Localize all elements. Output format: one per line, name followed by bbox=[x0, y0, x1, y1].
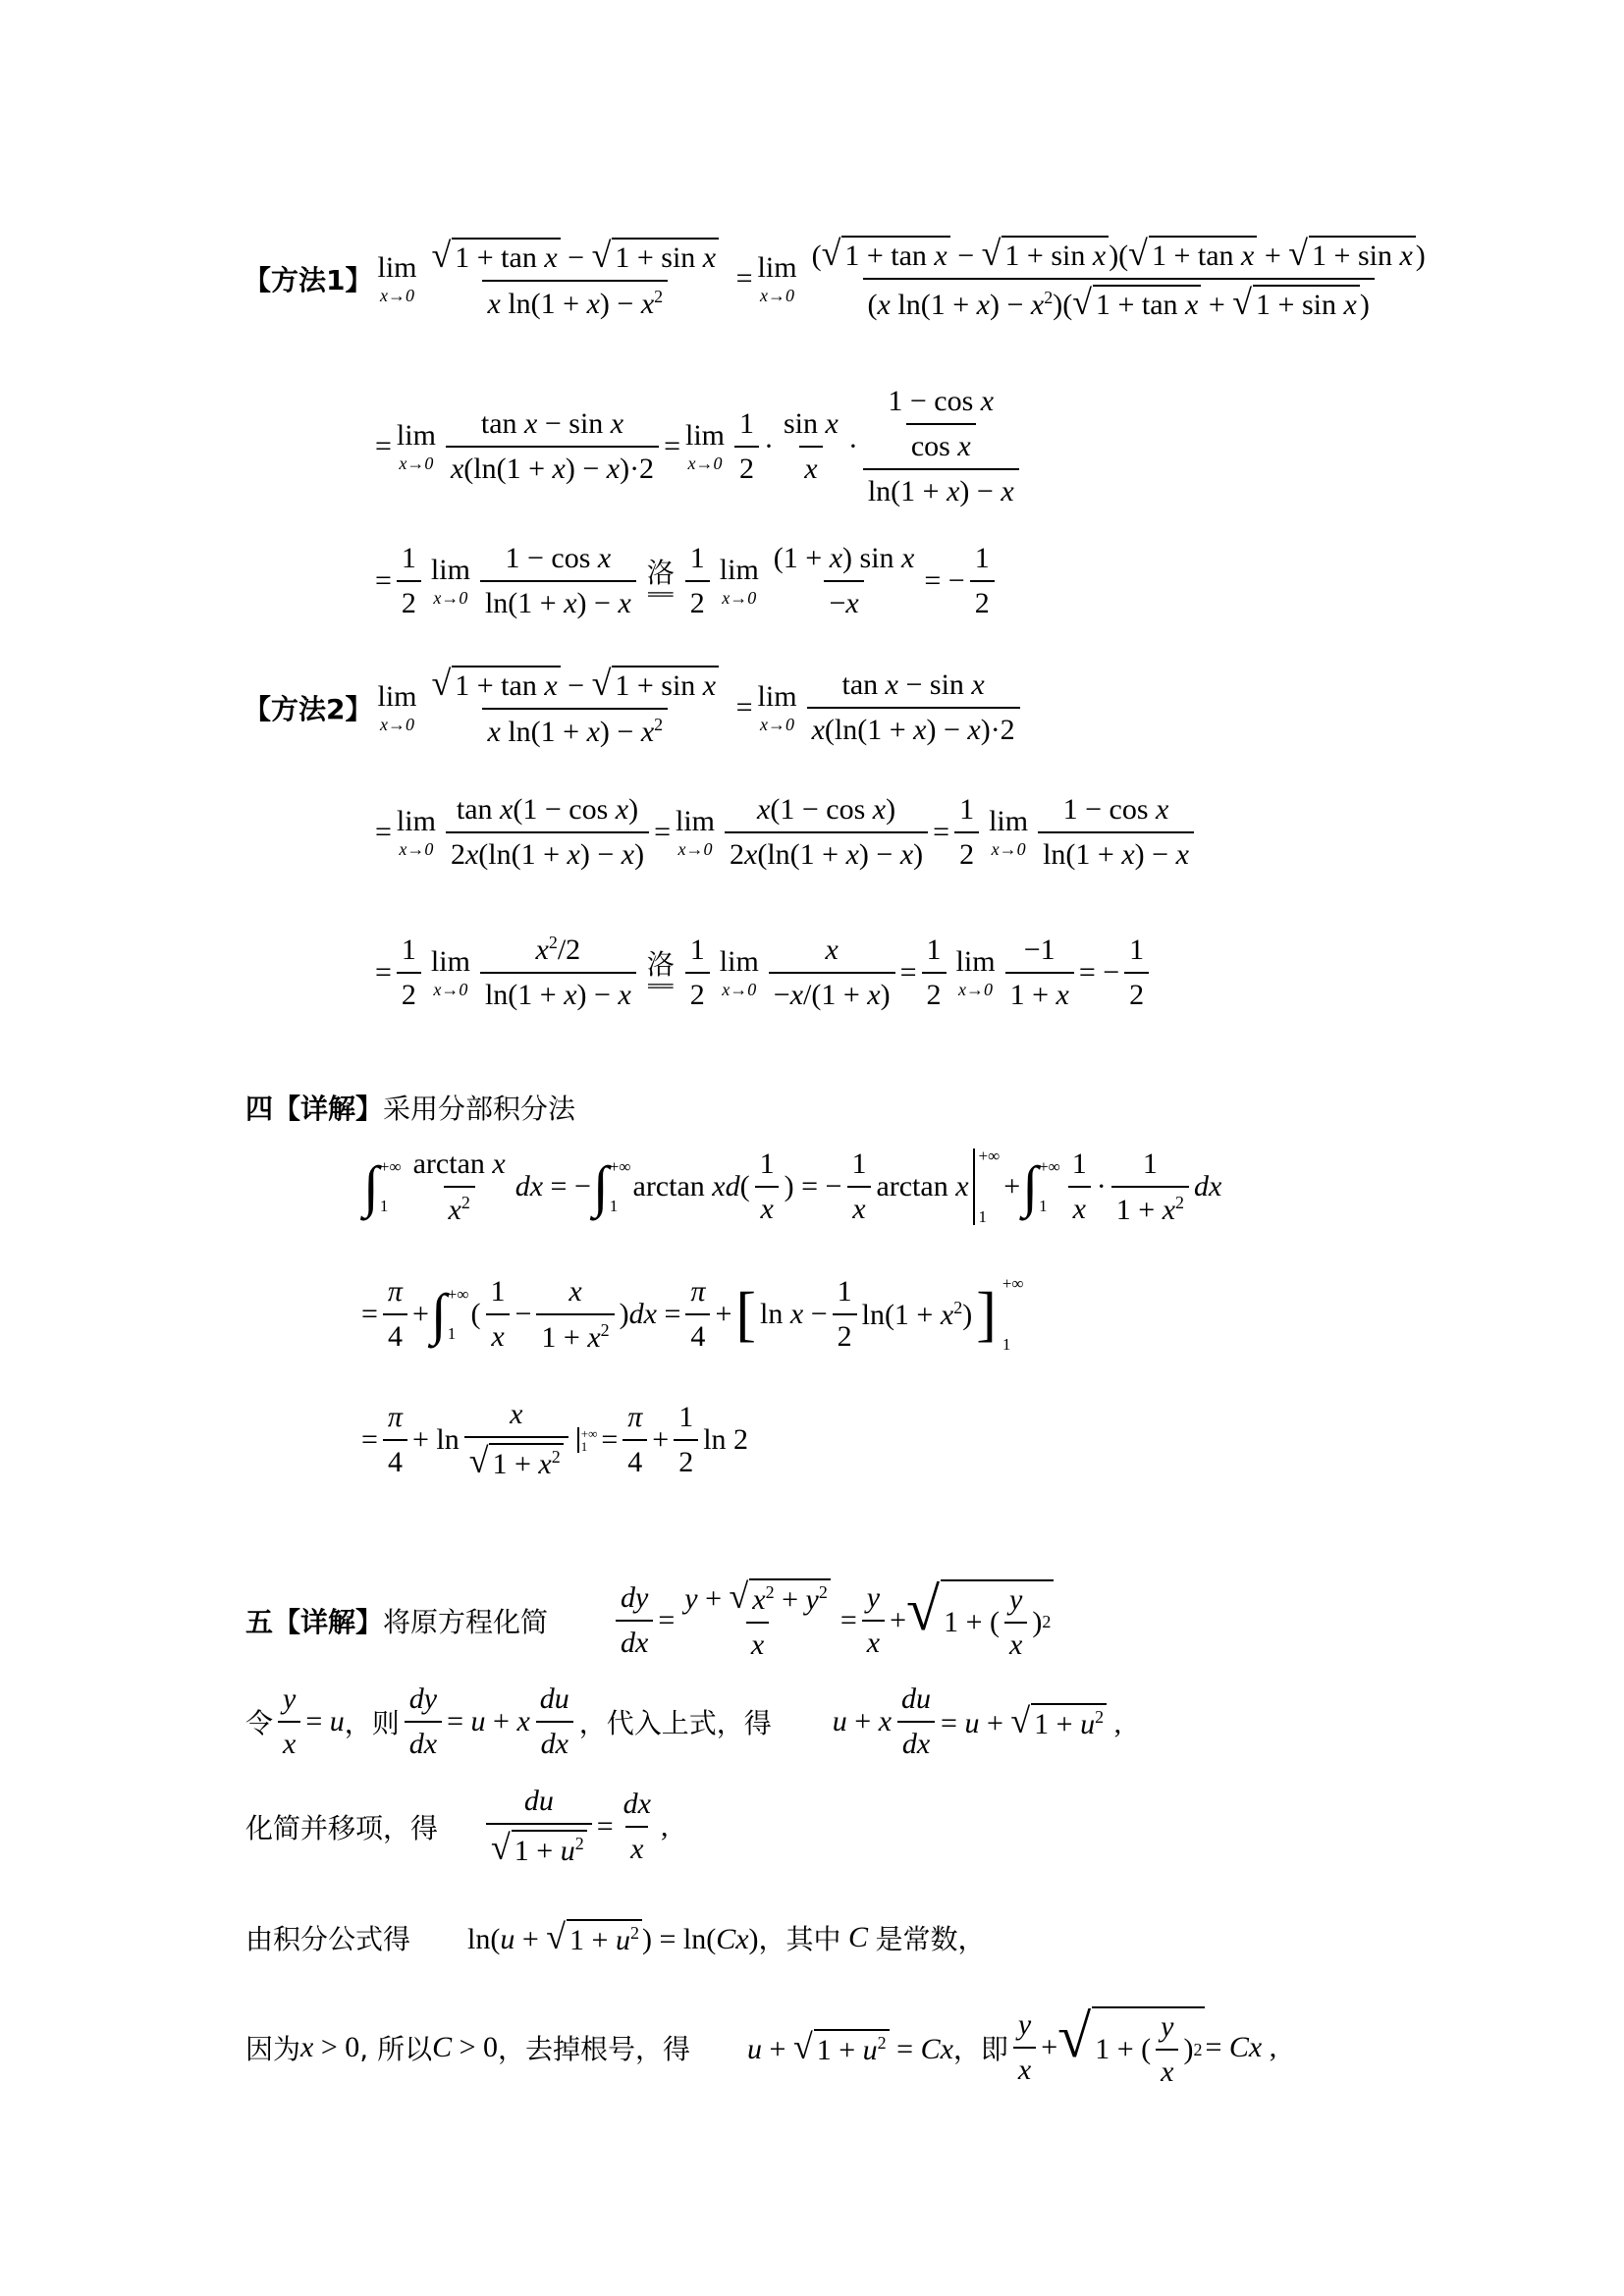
section4-heading: 四【详解】 bbox=[245, 1093, 384, 1125]
fraction: y + √ $x^2 + y^2$ x bbox=[679, 1578, 836, 1662]
fraction: $\frac{\text{tan x(1 − cos x)}}{2x(\ln(1 + x) - x)}$ bbox=[446, 793, 649, 872]
section5-line5: 因为 x > 0 , 所以 C > 0 ，去掉根号，得 u + √ $1 + u^2$ = Cx ，即 $\frac{y}{x}$ + √ 1 + ( $\frac{y}{x}$ ) 2 = Cx , bbox=[245, 2003, 1277, 2088]
fraction: $\frac{1}{x}$ bbox=[1067, 1148, 1092, 1226]
fraction: $\frac{\text{1 − cos x}}{\ln(1 + x) - x}$ bbox=[480, 542, 636, 620]
evaluation-bar: +∞ 1 bbox=[973, 1147, 1001, 1227]
fraction: $\frac{\pi}{4}$ bbox=[685, 1275, 710, 1354]
fraction: $\frac{1}{2}$ bbox=[685, 542, 710, 620]
fraction: $\frac{1}{2}$ bbox=[734, 407, 759, 486]
section5-line4: 由积分公式得 ln(u + √ $1 + u^2$ ) = ln(Cx) ，其中 C 是常数， bbox=[245, 1916, 986, 1956]
fraction: $\frac{1}{2}$ bbox=[1124, 934, 1149, 1012]
method1-line1: 【方法1】 lim x→0 √ 1 + tan x − √ 1 + sin x x $\ln(1 + x) - x^2$ = lim x→0 ( √ 1 + tan x − √ 1 + sin x )( √ 1 + tan x + √ 1 + sin x ) (x $\ln(1 + x) - x^2$)( √ 1 + tan x + √ 1 + sin x ) bbox=[244, 236, 1435, 322]
square-root: √ 1 + ( $\frac{y}{x}$ ) 2 bbox=[1057, 2006, 1205, 2089]
fraction: $\frac{\pi}{4}$ bbox=[383, 1275, 407, 1354]
fraction: $\frac{du}{dx}$ bbox=[896, 1682, 936, 1761]
method1-label: 【方法1】 bbox=[244, 264, 373, 296]
fraction: $\frac{dx}{x}$ bbox=[623, 1787, 651, 1865]
fraction: $\frac{y}{x}$ bbox=[1013, 2008, 1036, 2087]
fraction: $\frac{1}{1 + x^2}$ bbox=[1111, 1148, 1189, 1227]
fraction: $\frac{1}{2}$ bbox=[833, 1275, 857, 1354]
fraction: x √ $1 + x^2$ bbox=[464, 1398, 568, 1481]
fraction: $\frac{\text{arctan x}}{x^2}$ bbox=[412, 1147, 506, 1226]
section5-line2: 令 $\frac{y}{x}$ = u ，则 $\frac{dy}{dx}$ = u + x $\frac{du}{dx}$ ，代入上式，得 u + x $\frac{du}{dx}$ = u + √ $1 + u^2$ , bbox=[245, 1682, 1122, 1760]
lhopital-mark: 洛 ══ bbox=[646, 557, 675, 604]
word-then: ，则 bbox=[344, 1707, 400, 1739]
fraction: $\frac{x}{1 + x^2}$ bbox=[536, 1275, 614, 1355]
fraction: $\frac{dy}{dx}$ bbox=[405, 1682, 442, 1761]
fraction: $\frac{-1}{1 + x}$ bbox=[1005, 934, 1074, 1012]
method2-line2: = lim x→0 $\frac{\text{tan x(1 − cos x)}}{2x(\ln(1 + x) - x)}$ = lim x→0 $\frac{\text{x(1 − cos x)}}{2x(\ln(1 + x) - x)}$ = $\frac{1}{2}$ lim x→0 $\frac{\text{1 − cos x}}{\ln(1 + x) - x}$ bbox=[375, 793, 1199, 872]
fraction: $\frac{\text{tan x − sin x}}{x(\ln(1 + x) - x)\cdot 2}$ bbox=[446, 407, 659, 486]
fraction: $\frac{1}{2}$ bbox=[970, 542, 995, 620]
fraction: $\frac{\pi}{4}$ bbox=[383, 1401, 407, 1479]
fraction: du √ $1 + u^2$ bbox=[486, 1785, 592, 1868]
limit-operator: lim x→0 bbox=[430, 554, 470, 608]
limit-operator: lim x→0 bbox=[676, 805, 716, 859]
fraction: $\frac{\text{1 − cos x}}{\ln(1 + x) - x}$ bbox=[1038, 793, 1194, 872]
fraction: $\frac{\text{tan x − sin x}}{x(\ln(1 + x) - x)\cdot 2}$ bbox=[807, 668, 1020, 747]
limit-operator: lim x→0 bbox=[757, 251, 797, 305]
fraction: $\frac{1}{2}$ bbox=[922, 934, 947, 1012]
fraction: $\frac{1}{x}$ bbox=[755, 1148, 780, 1226]
integrate-suffix-b: 是常数， bbox=[875, 1923, 986, 1955]
fraction: $\frac{y}{x}$ bbox=[862, 1581, 885, 1660]
fraction: $\frac{1}{2}$ bbox=[397, 934, 421, 1012]
section5-heading: 五【详解】 bbox=[245, 1605, 384, 1638]
limit-operator: lim x→0 bbox=[430, 944, 470, 999]
limit-operator: lim x→0 bbox=[757, 679, 797, 734]
method2-label: 【方法2】 bbox=[244, 692, 373, 725]
word-plug: ，代入上式，得 bbox=[578, 1707, 772, 1739]
integral-sign: ∫ +∞ 1 bbox=[363, 1154, 402, 1218]
section4-text: 采用分部积分法 bbox=[383, 1093, 576, 1125]
fraction: √ 1 + tan x − √ 1 + sin x x $\ln(1 + x) - x^2$ bbox=[427, 238, 725, 321]
integrate-suffix-a: ，其中 bbox=[758, 1923, 841, 1955]
fraction: ( √ 1 + tan x − √ 1 + sin x )( √ 1 + tan x + √ 1 + sin x ) (x $\ln(1 + x) - x^2$)( √ 1 + tan x + √ 1 + sin x ) bbox=[811, 234, 1426, 322]
final-prefix-a: 因为 bbox=[245, 2033, 301, 2065]
limit-operator: lim x→0 bbox=[719, 944, 759, 999]
final-prefix-b: , 所以 bbox=[359, 2033, 433, 2065]
simplify-text: 化简并移项，得 bbox=[245, 1811, 439, 1844]
limit-operator: lim x→0 bbox=[684, 419, 725, 473]
limit-operator: lim x→0 bbox=[719, 554, 759, 608]
section4-line2: = $\frac{\pi}{4}$ + ∫ +∞ 1 ( $\frac{1}{x}$ − $\frac{x}{1 + x^2}$ )dx = $\frac{\pi}{4}$ + [ ln x − $\frac{1}{2}$ $\ln(1 + x^2)$ ] +∞ 1 bbox=[361, 1274, 1024, 1354]
fraction: $\frac{1}{2}$ bbox=[397, 542, 421, 620]
lhopital-mark: 洛 ══ bbox=[646, 947, 675, 995]
final-prefix-c: ，去掉根号，得 bbox=[498, 2033, 691, 2065]
limit-operator: lim x→0 bbox=[396, 805, 436, 859]
fraction: $\frac{\text{sin x}}{x}$ bbox=[784, 407, 839, 485]
integral-sign: ∫ +∞ 1 bbox=[1022, 1154, 1060, 1218]
fraction: $\frac{dy}{dx}$ bbox=[616, 1581, 653, 1660]
fraction: $\frac{y}{x}$ bbox=[278, 1682, 300, 1761]
fraction: $\frac{\text{(1 + x) sin x}}{-x}$ bbox=[773, 542, 915, 619]
method1-line2: = lim x→0 $\frac{\text{tan x − sin x}}{x(\ln(1 + x) - x)\cdot 2}$ = lim x→0 $\frac{1}{2}$ · $\frac{\text{sin x}}{x}$ · $\frac{\frac{\text{1 − cos x}}{\text{cos x}}}{\ln(1 + x) - x}$ bbox=[375, 385, 1024, 508]
fraction: $\frac{du}{dx}$ bbox=[535, 1682, 574, 1761]
section5-text: 将原方程化简 bbox=[383, 1605, 549, 1638]
limit-operator: lim x→0 bbox=[989, 805, 1029, 859]
section5-line1: 五【详解】 将原方程化简 $\frac{dy}{dx}$ = y + √ $x^2 + y^2$ x = $\frac{y}{x}$ + √ 1 + ( $\frac{y}{x}$ ) 2 bbox=[245, 1578, 1054, 1662]
fraction: $\frac{\text{x(1 − cos x)}}{2x(\ln(1 + x) - x)}$ bbox=[725, 793, 928, 872]
fraction: $\frac{1}{2}$ bbox=[954, 793, 979, 872]
integral-sign: ∫ +∞ 1 bbox=[430, 1282, 469, 1346]
fraction: $\frac{x}{-x/(1 + x)}$ bbox=[769, 934, 895, 1012]
method2-line1: 【方法2】 lim x→0 √ 1 + tan x − √ 1 + sin x x $\ln(1 + x) - x^2$ = lim x→0 $\frac{\text{tan x − sin x}}{x(\ln(1 + x) - x)\cdot 2}$ bbox=[244, 666, 1025, 749]
fraction: $\frac{1}{2}$ bbox=[674, 1401, 698, 1479]
limit-operator: lim x→0 bbox=[377, 251, 417, 305]
integral-sign: ∫ +∞ 1 bbox=[592, 1154, 631, 1218]
fraction: $\frac{x^2/2}{\ln(1 + x) - x}$ bbox=[480, 933, 636, 1012]
integrate-prefix: 由积分公式得 bbox=[245, 1923, 411, 1955]
limit-operator: lim x→0 bbox=[396, 419, 436, 473]
section5-line3: 化简并移项，得 du √ $1 + u^2$ = $\frac{dx}{x}$ , bbox=[245, 1785, 669, 1867]
fraction: $\frac{1}{x}$ bbox=[846, 1148, 871, 1226]
fraction: $\frac{1}{2}$ bbox=[685, 934, 710, 1012]
limit-operator: lim x→0 bbox=[955, 944, 996, 999]
square-root: √ 1 + ( $\frac{y}{x}$ ) 2 bbox=[906, 1579, 1054, 1662]
limit-operator: lim x→0 bbox=[377, 679, 417, 734]
fraction: √ 1 + tan x − √ 1 + sin x x $\ln(1 + x) - x^2$ bbox=[427, 666, 725, 749]
method1-line3: = $\frac{1}{2}$ lim x→0 $\frac{\text{1 − cos x}}{\ln(1 + x) - x}$ 洛 ══ $\frac{1}{2}$ lim x→0 $\frac{\text{(1 + x) sin x}}{-x}$ = − $\frac{1}{2}$ bbox=[375, 542, 1000, 620]
section4-heading-line bbox=[245, 1088, 575, 1127]
fraction: $\frac{1}{x}$ bbox=[485, 1275, 510, 1354]
fraction: $\frac{\pi}{4}$ bbox=[623, 1401, 647, 1479]
fraction: $\frac{\frac{\text{1 − cos x}}{\text{cos x}}}{\ln(1 + x) - x}$ bbox=[863, 385, 1019, 508]
final-joiner: ，即 bbox=[952, 2033, 1008, 2065]
method2-line3: = $\frac{1}{2}$ lim x→0 $\frac{x^2/2}{\ln(1 + x) - x}$ 洛 ══ $\frac{1}{2}$ lim x→0 $\frac{x}{-x/(1 + x)}$ = $\frac{1}{2}$ lim x→0 $\frac{-1}{1 + x}$ = − $\frac{1}{2}$ bbox=[375, 933, 1154, 1012]
section4-line1: ∫ +∞ 1 $\frac{\text{arctan x}}{x^2}$ dx = − ∫ +∞ 1 arctan xd( $\frac{1}{x}$ ) = − $\frac{1}{x}$ arctan x +∞ 1 + ∫ +∞ 1 $\frac{1}{x}$ · $\frac{1}{1 + x^2}$ dx bbox=[363, 1147, 1222, 1226]
word-let: 令 bbox=[245, 1707, 274, 1739]
section4-line3: = $\frac{\pi}{4}$ + ln x √ $1 + x^2$ +∞ 1 = $\frac{\pi}{4}$ + $\frac{1}{2}$ ln 2 bbox=[361, 1398, 749, 1480]
